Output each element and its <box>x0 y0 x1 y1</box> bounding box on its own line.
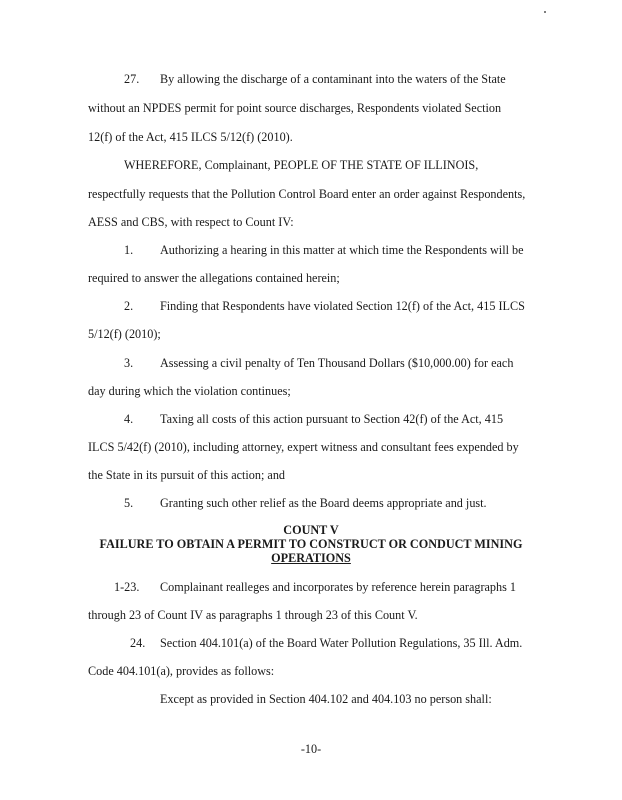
relief-1-line-2: required to answer the allegations contained herein; <box>88 271 340 285</box>
para-27-number: 27. <box>124 72 140 86</box>
para-24-number: 24. <box>130 636 146 650</box>
relief-3-number: 3. <box>124 356 134 370</box>
wherefore-line-1: WHEREFORE, Complainant, PEOPLE OF THE STATE OF ILLINOIS, <box>124 158 479 172</box>
count-heading: COUNT V <box>283 523 339 537</box>
relief-3-line-1: Assessing a civil penalty of Ten Thousand Dollars ($10,000.00) for each <box>160 356 514 370</box>
relief-4-line-3: the State in its pursuit of this action; and <box>88 468 286 482</box>
para-1-23-line-2: through 23 of Count IV as paragraphs 1 through 23 of this Count V. <box>88 608 418 622</box>
count-title-line-2-wrap <box>0 551 622 566</box>
scan-speck <box>544 11 546 13</box>
count-title-line-1: FAILURE TO OBTAIN A PERMIT TO CONSTRUCT OR CONDUCT MINING <box>99 537 523 551</box>
relief-5-line-1: Granting such other relief as the Board deems appropriate and just. <box>160 496 487 510</box>
relief-4-line-1: Taxing all costs of this action pursuant to Section 42(f) of the Act, 415 <box>160 412 504 426</box>
relief-3-line-2: day during which the violation continues; <box>88 384 291 398</box>
para-24-line-1: Section 404.101(a) of the Board Water Pollution Regulations, 35 Ill. Adm. <box>160 636 523 650</box>
relief-5-number: 5. <box>124 496 134 510</box>
para-27-line-3: 12(f) of the Act, 415 ILCS 5/12(f) (2010). <box>88 130 293 144</box>
quoted-regulation: Except as provided in Section 404.102 and 404.103 no person shall: <box>160 692 492 706</box>
para-1-23-number: 1-23. <box>114 580 140 594</box>
relief-4-line-2: ILCS 5/42(f) (2010), including attorney, expert witness and consultant fees expended by <box>88 440 519 454</box>
relief-1-number: 1. <box>124 243 134 257</box>
relief-1-line-1: Authorizing a hearing in this matter at which time the Respondents will be <box>160 243 524 257</box>
page-number: -10- <box>300 742 322 756</box>
count-title-line-2: OPERATIONS <box>271 551 351 565</box>
para-24-line-2: Code 404.101(a), provides as follows: <box>88 664 275 678</box>
relief-2-line-1: Finding that Respondents have violated Section 12(f) of the Act, 415 ILCS <box>160 299 525 313</box>
para-27-line-2: without an NPDES permit for point source discharges, Respondents violated Section <box>88 101 502 115</box>
relief-2-line-2: 5/12(f) (2010); <box>88 327 161 341</box>
wherefore-line-2: respectfully requests that the Pollution Control Board enter an order against Respondents, <box>88 187 526 201</box>
para-27-line-1: By allowing the discharge of a contaminant into the waters of the State <box>160 72 506 86</box>
para-1-23-line-1: Complainant realleges and incorporates by reference herein paragraphs 1 <box>160 580 516 594</box>
relief-4-number: 4. <box>124 412 134 426</box>
wherefore-line-3: AESS and CBS, with respect to Count IV: <box>88 215 294 229</box>
relief-2-number: 2. <box>124 299 134 313</box>
